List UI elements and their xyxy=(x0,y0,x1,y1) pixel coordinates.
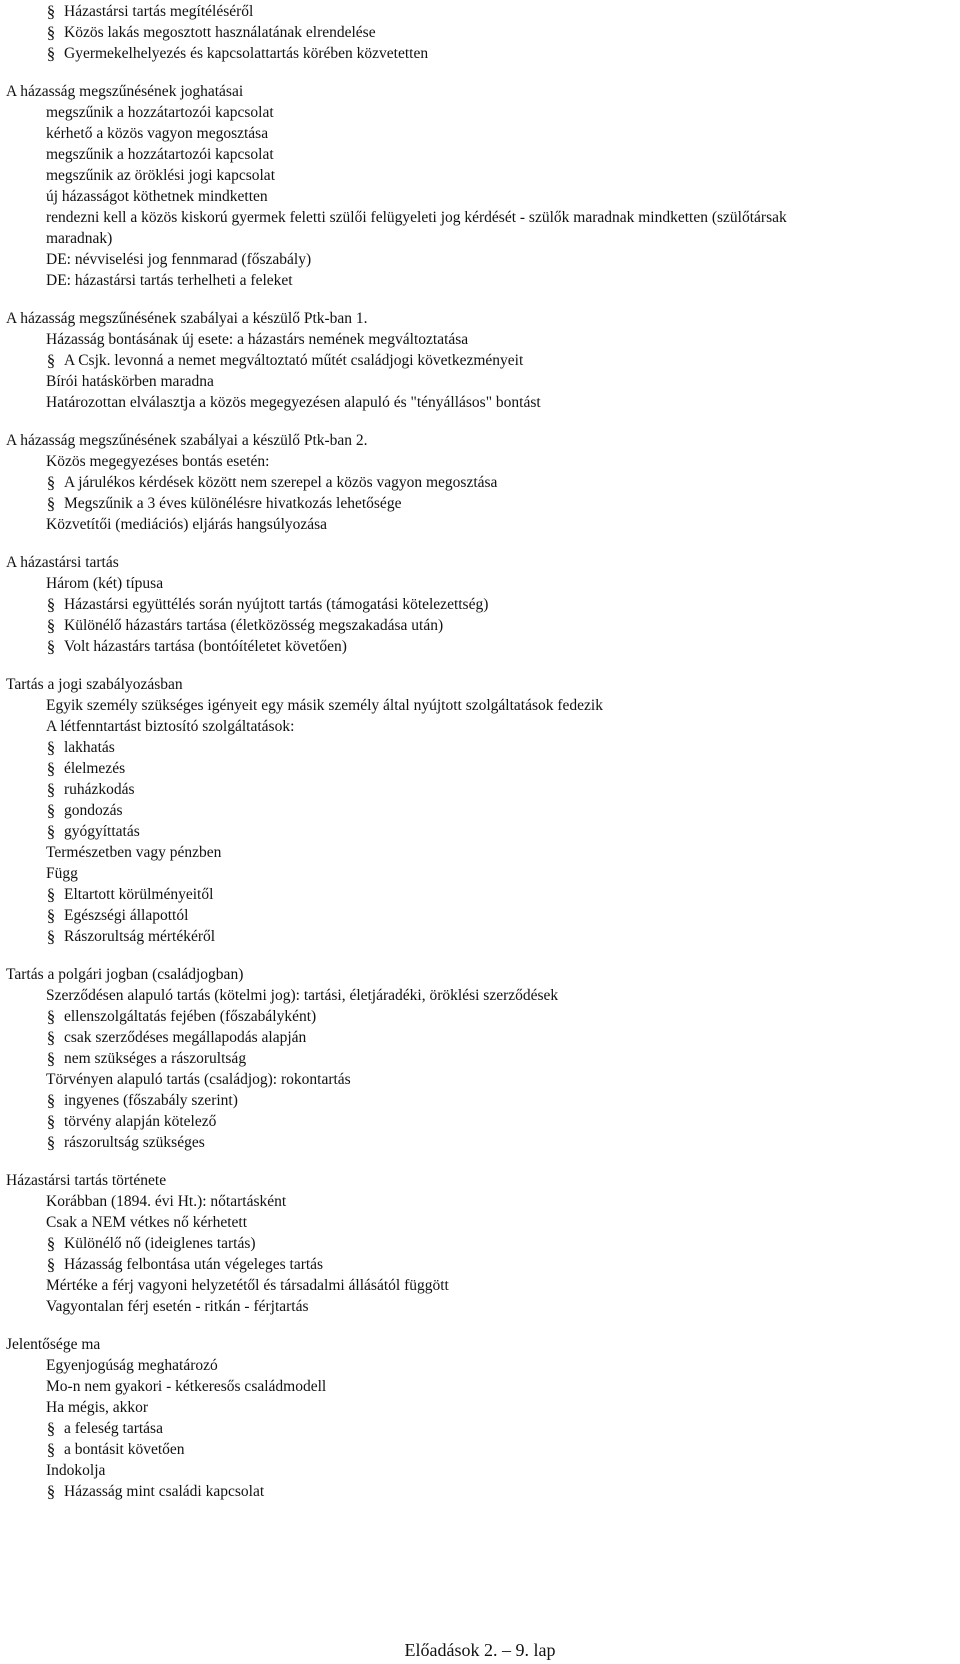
line-text: Egyenjogúság meghatározó xyxy=(46,1357,218,1374)
line-text: Gyermekelhelyezés és kapcsolattartás körében közvetetten xyxy=(64,45,429,62)
line-text: Megszűnik a 3 éves különélésre hivatkozás lehetősége xyxy=(64,495,402,512)
bullet-item xyxy=(46,616,444,636)
section-heading xyxy=(6,1171,166,1191)
line-text: ingyenes (főszabály szerint) xyxy=(64,1092,238,1109)
bullet-item xyxy=(46,885,214,905)
bullet-item xyxy=(46,927,216,947)
line-text: A Csjk. levonná a nemet megváltoztató műtét családjogi következményeit xyxy=(64,352,524,369)
line-text: megszűnik a hozzátartozói kapcsolat xyxy=(46,104,274,121)
line-text: DE: házastársi tartás terhelheti a feleket xyxy=(46,272,293,289)
line-text: ellenszolgáltatás fejében (főszabályként) xyxy=(64,1008,317,1025)
line-text: rászorultság szükséges xyxy=(64,1134,205,1151)
line-text: nem szükséges a rászorultság xyxy=(64,1050,247,1067)
bullet-item xyxy=(46,2,254,22)
line-text: Egészségi állapottól xyxy=(64,907,189,924)
bullet-item xyxy=(46,23,376,43)
line-text: Közös lakás megosztott használatának elrendelése xyxy=(64,24,376,41)
section-sign-bullet-icon: § xyxy=(46,23,56,42)
line-text: Törvényen alapuló tartás (családjog): rokontartás xyxy=(46,1071,351,1088)
section-sign-bullet-icon: § xyxy=(46,1028,56,1047)
bullet-item xyxy=(46,1007,317,1027)
section-heading xyxy=(6,553,119,573)
bullet-item xyxy=(46,637,347,657)
line-text: Házastársi együttélés során nyújtott tartás (támogatási kötelezettség) xyxy=(64,596,489,613)
section-sign-bullet-icon: § xyxy=(46,473,56,492)
line-text: a bontásit követően xyxy=(64,1441,185,1458)
section-sign-bullet-icon: § xyxy=(46,1133,56,1152)
outline-item xyxy=(46,372,214,392)
bullet-item xyxy=(46,473,498,493)
bullet-item xyxy=(46,1255,324,1275)
bullet-item xyxy=(46,1419,163,1439)
line-text: Vagyontalan férj esetén - ritkán - férjtartás xyxy=(46,1298,309,1315)
bullet-item xyxy=(46,351,524,371)
section-sign-bullet-icon: § xyxy=(46,595,56,614)
line-text: kérhető a közös vagyon megosztása xyxy=(46,125,269,142)
line-text: csak szerződéses megállapodás alapján xyxy=(64,1029,307,1046)
line-text: A házasság megszűnésének szabályai a készülő Ptk-ban 2. xyxy=(6,432,368,449)
line-text: Különélő házastárs tartása (életközösség megszakadása után) xyxy=(64,617,444,634)
line-text: lakhatás xyxy=(64,739,115,756)
bullet-item xyxy=(46,759,126,779)
outline-item xyxy=(46,515,327,535)
line-text: Rászorultság mértékéről xyxy=(64,928,216,945)
section-sign-bullet-icon: § xyxy=(46,637,56,656)
outline-item xyxy=(46,1297,309,1317)
outline-item xyxy=(46,986,558,1006)
line-text: A létfenntartást biztosító szolgáltatások: xyxy=(46,718,295,735)
line-text: Természetben vagy pénzben xyxy=(46,844,222,861)
outline-item xyxy=(46,1070,351,1090)
outline-item xyxy=(46,166,275,186)
line-text: rendezni kell a közös kiskorú gyermek feletti szülői felügyeleti jog kérdését - szülők maradnak mindketten (szülőtársak xyxy=(46,209,787,226)
line-text: Korábban (1894. évi Ht.): nőtartásként xyxy=(46,1193,287,1210)
section-heading xyxy=(6,1335,100,1355)
outline-item xyxy=(46,696,603,716)
line-text: Jelentősége ma xyxy=(6,1336,101,1353)
bullet-item xyxy=(46,1234,256,1254)
line-text: a feleség tartása xyxy=(64,1420,163,1437)
outline-item xyxy=(46,145,274,165)
line-text: Indokolja xyxy=(46,1462,106,1479)
outline-item xyxy=(46,393,541,413)
line-text: gyógyíttatás xyxy=(64,823,140,840)
line-text: Közvetítői (mediációs) eljárás hangsúlyozása xyxy=(46,516,328,533)
bullet-item xyxy=(46,1482,265,1502)
bullet-item xyxy=(46,906,189,926)
line-text: Tartás a jogi szabályozásban xyxy=(6,676,183,693)
outline-item xyxy=(46,271,293,291)
outline-item xyxy=(46,843,221,863)
line-text: Házasság felbontása után végeleges tartás xyxy=(64,1256,324,1273)
outline-item xyxy=(46,124,268,144)
outline-item xyxy=(46,229,112,249)
bullet-item xyxy=(46,494,402,514)
outline-item xyxy=(46,1192,286,1212)
bullet-item xyxy=(46,1112,217,1132)
section-heading xyxy=(6,309,368,329)
line-text: élelmezés xyxy=(64,760,126,777)
outline-item xyxy=(46,1356,218,1376)
outline-item xyxy=(46,1398,148,1418)
outline-item xyxy=(46,574,163,594)
bullet-item xyxy=(46,738,115,758)
bullet-item xyxy=(46,1091,238,1111)
line-text: Egyik személy szükséges igényeit egy másik személy által nyújtott szolgáltatások fedezik xyxy=(46,697,603,714)
outline-item xyxy=(46,1461,105,1481)
bullet-item xyxy=(46,1049,247,1069)
line-text: Bírói hatáskörben maradna xyxy=(46,373,214,390)
line-text: Szerződésen alapuló tartás (kötelmi jog): tartási, életjáradéki, öröklési szerződések xyxy=(46,987,559,1004)
bullet-item xyxy=(46,1133,205,1153)
outline-item xyxy=(46,864,78,884)
section-sign-bullet-icon: § xyxy=(46,885,56,904)
outline-item xyxy=(46,187,268,207)
section-sign-bullet-icon: § xyxy=(46,351,56,370)
line-text: A járulékos kérdések között nem szerepel a közös vagyon megosztása xyxy=(64,474,498,491)
outline-item xyxy=(46,1276,449,1296)
outline-item xyxy=(46,103,274,123)
line-text: Mo-n nem gyakori - kétkeresős családmodell xyxy=(46,1378,327,1395)
outline-item xyxy=(46,330,468,350)
section-sign-bullet-icon: § xyxy=(46,1440,56,1459)
bullet-item xyxy=(46,780,135,800)
bullet-item xyxy=(46,595,489,615)
line-text: megszűnik a hozzátartozói kapcsolat xyxy=(46,146,274,163)
line-text: Házastársi tartás története xyxy=(6,1172,167,1189)
section-sign-bullet-icon: § xyxy=(46,1049,56,1068)
outline-item xyxy=(46,1377,326,1397)
line-text: A házasság megszűnésének szabályai a készülő Ptk-ban 1. xyxy=(6,310,368,327)
bullet-item xyxy=(46,822,140,842)
section-sign-bullet-icon: § xyxy=(46,927,56,946)
line-text: megszűnik az öröklési jogi kapcsolat xyxy=(46,167,275,184)
section-sign-bullet-icon: § xyxy=(46,1255,56,1274)
section-sign-bullet-icon: § xyxy=(46,494,56,513)
outline-item xyxy=(46,1213,247,1233)
section-sign-bullet-icon: § xyxy=(46,616,56,635)
line-text: A házastársi tartás xyxy=(6,554,119,571)
section-sign-bullet-icon: § xyxy=(46,1419,56,1438)
section-sign-bullet-icon: § xyxy=(46,1007,56,1026)
line-text: új házasságot köthetnek mindketten xyxy=(46,188,268,205)
outline-item xyxy=(46,717,294,737)
line-text: ruházkodás xyxy=(64,781,135,798)
section-sign-bullet-icon: § xyxy=(46,2,56,21)
line-text: gondozás xyxy=(64,802,123,819)
line-text: Függ xyxy=(46,865,78,882)
bullet-item xyxy=(46,1440,185,1460)
line-text: Mértéke a férj vagyoni helyzetétől és társadalmi állásától függött xyxy=(46,1277,449,1294)
bullet-item xyxy=(46,801,123,821)
section-sign-bullet-icon: § xyxy=(46,44,56,63)
line-text: Közös megegyezéses bontás esetén: xyxy=(46,453,270,470)
line-text: maradnak) xyxy=(46,230,113,247)
section-sign-bullet-icon: § xyxy=(46,1482,56,1501)
bullet-item xyxy=(46,44,429,64)
line-text: DE: névviselési jog fennmarad (főszabály) xyxy=(46,251,312,268)
section-heading xyxy=(6,675,183,695)
section-heading xyxy=(6,82,243,102)
section-sign-bullet-icon: § xyxy=(46,906,56,925)
line-text: Házasság mint családi kapcsolat xyxy=(64,1483,265,1500)
section-sign-bullet-icon: § xyxy=(46,1091,56,1110)
page-footer: Előadások 2. – 9. lap xyxy=(404,1640,556,1660)
line-text: Tartás a polgári jogban (családjogban) xyxy=(6,966,244,983)
outline-item xyxy=(46,250,311,270)
line-text: Határozottan elválasztja a közös megegyezésen alapuló és "tényállásos" bontást xyxy=(46,394,541,411)
section-sign-bullet-icon: § xyxy=(46,801,56,820)
line-text: A házasság megszűnésének joghatásai xyxy=(6,83,244,100)
line-text: Csak a NEM vétkes nő kérhetett xyxy=(46,1214,248,1231)
line-text: törvény alapján kötelező xyxy=(64,1113,217,1130)
line-text: Volt házastárs tartása (bontóítéletet követően) xyxy=(64,638,347,655)
line-text: Ha mégis, akkor xyxy=(46,1399,149,1416)
section-sign-bullet-icon: § xyxy=(46,780,56,799)
line-text: Házasság bontásának új esete: a házastárs nemének megváltoztatása xyxy=(46,331,469,348)
outline-item xyxy=(46,208,787,228)
line-text: Házastársi tartás megítéléséről xyxy=(64,3,254,20)
outline-item xyxy=(46,452,269,472)
section-sign-bullet-icon: § xyxy=(46,738,56,757)
section-heading xyxy=(6,965,243,985)
bullet-item xyxy=(46,1028,307,1048)
line-text: Különélő nő (ideiglenes tartás) xyxy=(64,1235,256,1252)
section-sign-bullet-icon: § xyxy=(46,1234,56,1253)
line-text: Három (két) típusa xyxy=(46,575,164,592)
section-heading xyxy=(6,431,368,451)
section-sign-bullet-icon: § xyxy=(46,759,56,778)
line-text: Eltartott körülményeitől xyxy=(64,886,214,903)
section-sign-bullet-icon: § xyxy=(46,822,56,841)
section-sign-bullet-icon: § xyxy=(46,1112,56,1131)
